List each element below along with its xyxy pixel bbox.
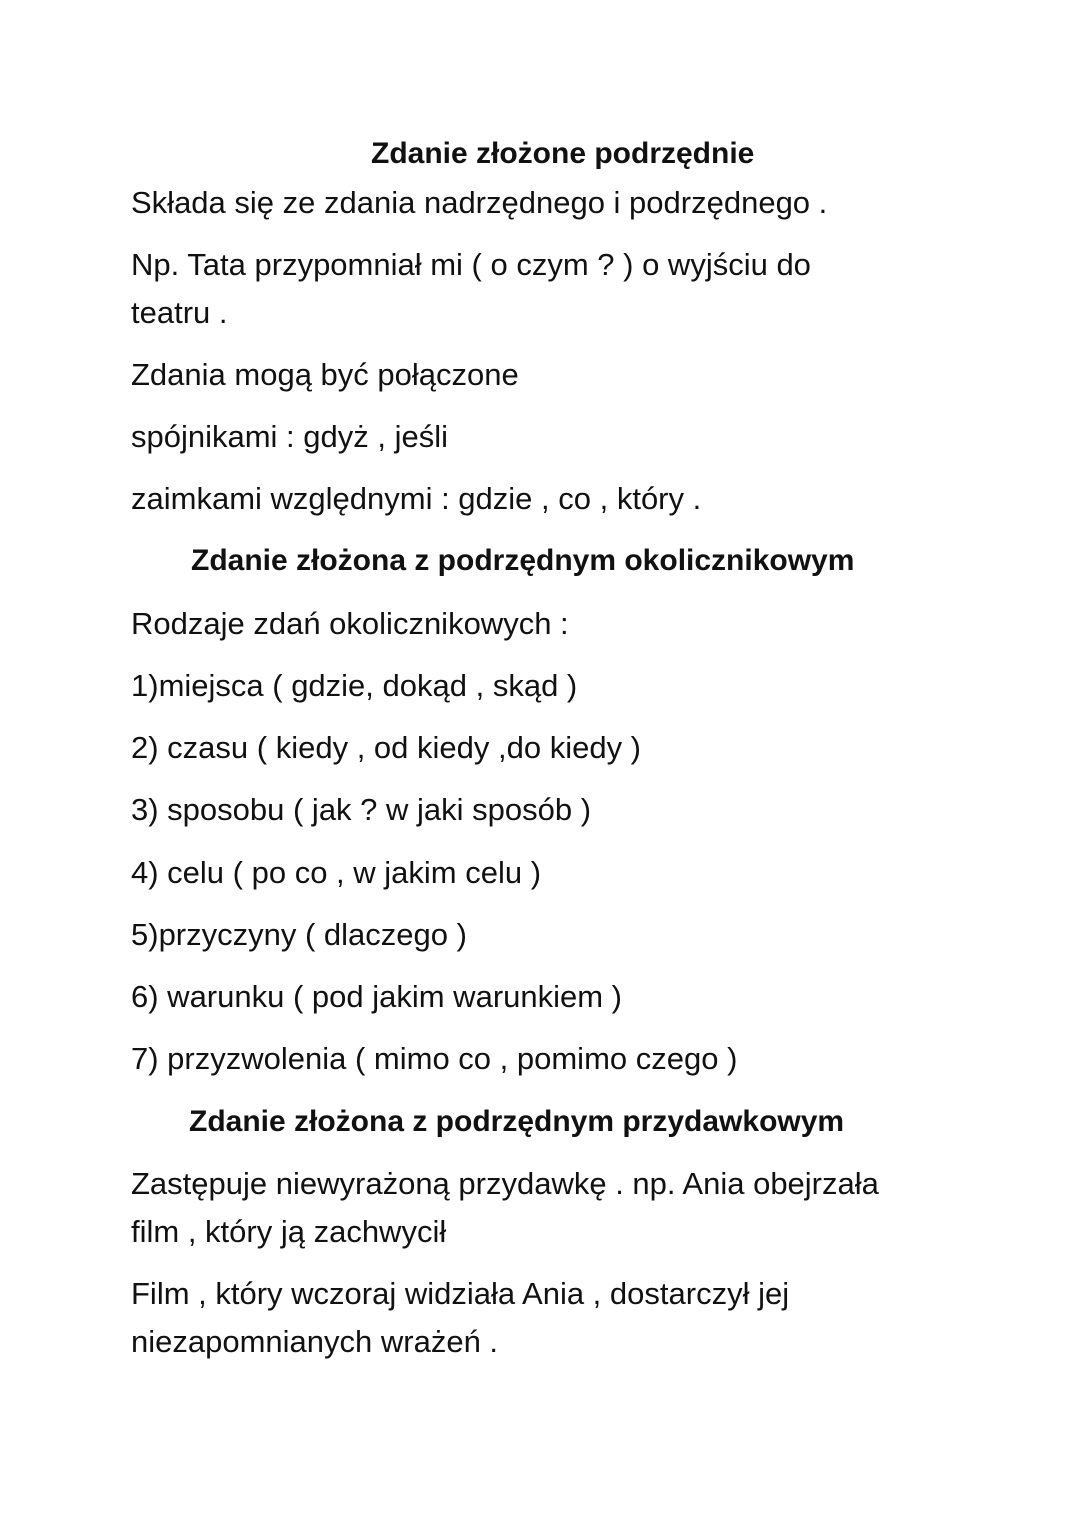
definition-line: Składa się ze zdania nadrzędnego i podrzędnego .: [131, 185, 828, 220]
type-item-czasu: 2) czasu ( kiedy , od kiedy ,do kiedy ): [131, 730, 642, 765]
type-item-celu: 4) celu ( po co , w jakim celu ): [131, 855, 542, 890]
para1-line-1: Zastępuje niewyrażoną przydawkę . np. Ania obejrzała: [131, 1166, 879, 1201]
para1-line-2: film , który ją zachwycił: [131, 1214, 447, 1249]
heading-zdanie-zlozone-podrzednie: Zdanie złożone podrzędnie: [371, 137, 755, 170]
example-line-1: Np. Tata przypomniał mi ( o czym ? ) o wyjściu do: [131, 247, 811, 282]
para2-line-2: niezapomnianych wrażeń .: [131, 1324, 499, 1359]
type-item-sposobu: 3) sposobu ( jak ? w jaki sposób ): [131, 792, 592, 827]
heading-okolicznikowe: Zdanie złożona z podrzędnym okolicznikowym: [191, 544, 855, 577]
conjunctions-line: spójnikami : gdyż , jeśli: [131, 419, 449, 454]
connect-intro-line: Zdania mogą być połączone: [131, 357, 519, 392]
example-line-2: teatru .: [131, 295, 228, 330]
type-item-miejsca: 1)miejsca ( gdzie, dokąd , skąd ): [131, 668, 578, 703]
type-item-warunku: 6) warunku ( pod jakim warunkiem ): [131, 979, 623, 1014]
pronouns-line: zaimkami względnymi : gdzie , co , który .: [131, 481, 702, 516]
type-item-przyzwolenia: 7) przyzwolenia ( mimo co , pomimo czego ): [131, 1041, 738, 1076]
para2-line-1: Film , który wczoraj widziała Ania , dostarczył jej: [131, 1276, 790, 1311]
types-intro-line: Rodzaje zdań okolicznikowych :: [131, 606, 569, 641]
heading-przydawkowe: Zdanie złożona z podrzędnym przydawkowym: [189, 1105, 845, 1138]
type-item-przyczyny: 5)przyczyny ( dlaczego ): [131, 917, 467, 952]
